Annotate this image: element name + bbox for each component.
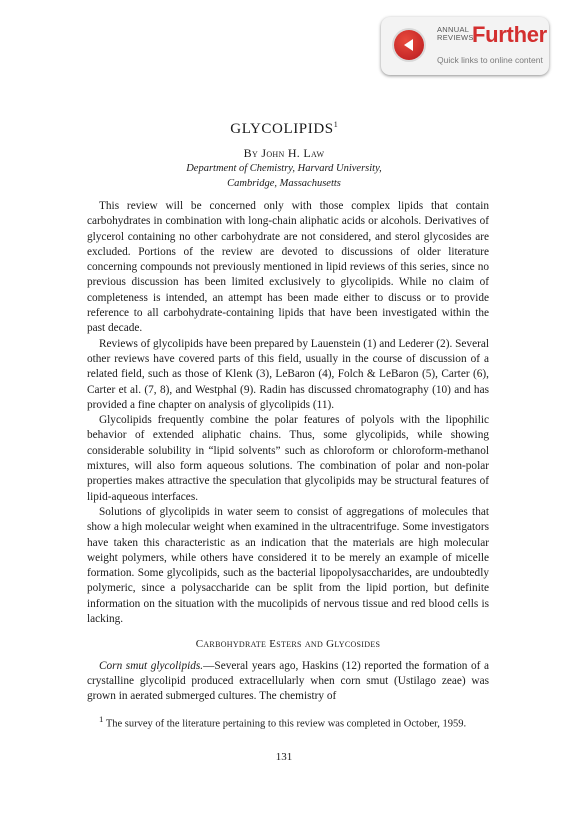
affiliation-line-1: Department of Chemistry, Harvard University, bbox=[186, 163, 382, 174]
subsection-text: —Several years ago, Haskins (12) reported the formation of a crystalline glycolipid produced extracellularly when corn smut (Ustilago zeae) was grown in aerated submerged cultures. The chemistry of bbox=[87, 659, 489, 703]
byline bbox=[0, 146, 568, 161]
article-title: GLYCOLIPIDS$^1$ bbox=[230, 120, 338, 137]
footnote-text: The survey of the literature pertaining to this review was completed in October, 1959. bbox=[105, 718, 467, 730]
section-heading: Carbohydrate Esters and Glycosides bbox=[195, 638, 381, 651]
paragraph: Glycolipids frequently combine the polar features of polyols with the lipophilic behavior of extended aliphatic chains. Thus, some glycolipids, while showing considerable solubility in “lipid solvents” such as chloroform or chloroform-methanol mixtures, will also form aqueous solutions. The combination of polar and non-polar properties makes attractive the speculation that glycolipids may be structural features of lipid-aqueous interfaces. bbox=[87, 414, 489, 503]
title-footnote-marker: 1 bbox=[333, 120, 338, 129]
affiliation-line-2: Cambridge, Massachusetts bbox=[227, 178, 341, 189]
further-tagline: Quick links to online content bbox=[437, 55, 543, 65]
author-name: John H. Law bbox=[261, 146, 325, 160]
page-number: 131 bbox=[275, 751, 293, 763]
article-body bbox=[87, 199, 489, 705]
footnote bbox=[87, 712, 489, 732]
paragraph: Solutions of glycolipids in water seem to consist of aggregations of molecules that show a high molecular weight when examined in the ultracentrifuge. Some investigators have taken this characteristic as an indication that the materials are high molecular weight polymers, while others have considered it to be merely an example of micelle formation. Some glycolipids, such as the bacterial lipopolysaccharides, are undoubtedly polymeric, since a polysaccharide can be split from the lipid portion, but definite information on the situation with the mucolipids of nervous tissue and red blood cells is lacking. bbox=[87, 505, 489, 626]
byline-prefix: By bbox=[243, 146, 259, 160]
subsection-title: Corn smut glycolipids. bbox=[99, 659, 204, 672]
annual-reviews-logo: ANNUAL REVIEWS bbox=[437, 25, 474, 42]
paragraph: Reviews of glycolipids have been prepared by Lauenstein (1) and Lederer (2). Several other reviews have covered parts of this field, usually in the course of discussion of a related field, such as those of Klenk (3), LeBaron (4), Folch & LeBaron (5), Carter (6), Carter et al. (7, 8), and Westphal (9). Radin has discussed chromatography (10) and has provided a fine chapter on analysis of glycolipids (11). bbox=[87, 337, 489, 411]
play-back-icon[interactable] bbox=[394, 30, 424, 60]
further-badge[interactable] bbox=[381, 17, 549, 75]
further-wordmark: Further bbox=[472, 22, 547, 47]
footnote-marker: 1 bbox=[99, 714, 104, 724]
paragraph: This review will be concerned only with those complex lipids that contain carbohydrates in combination with long-chain aliphatic acids or alcohols. Derivatives of glycerol containing no other carbohydrate are not considered, and sterol glycosides are excluded. Portions of the review are devoted to discussions of older literature concerning compounds not previously mentioned in lipid reviews of this series, since no previous discussion has been limited exclusively to glycolipids. While no claim of completeness is intended, an attempt has been made either to discuss or to provide reference to all carbohydrate-containing lipids that have been investigated within the past decade. bbox=[87, 200, 489, 335]
subsection-paragraph bbox=[87, 659, 489, 705]
